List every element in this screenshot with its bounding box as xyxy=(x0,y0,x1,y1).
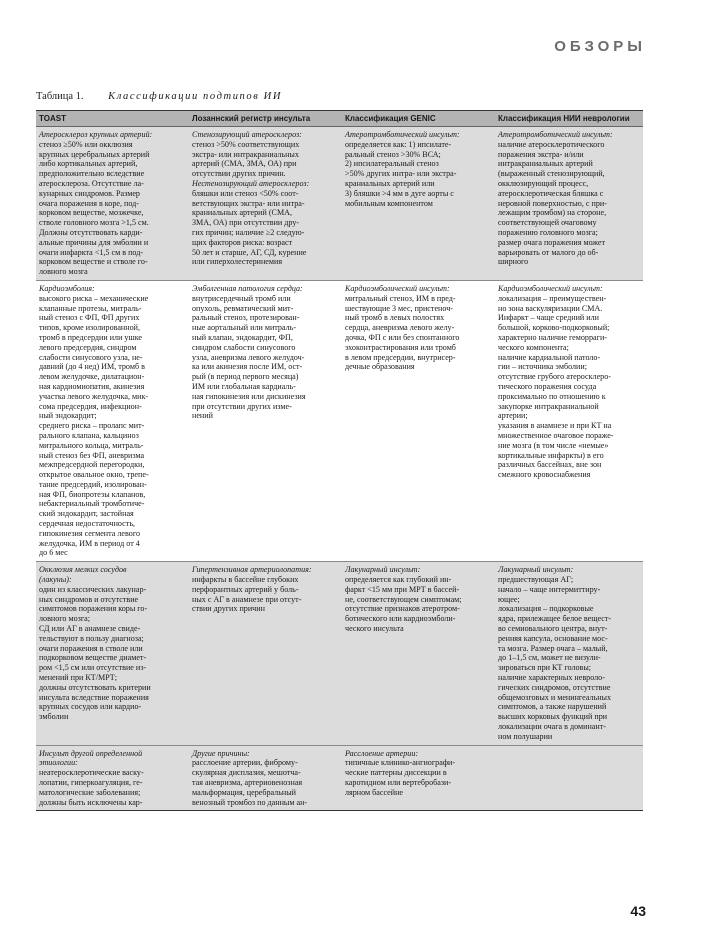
cell-text-line: характерно наличие геморраги- xyxy=(498,332,607,342)
cell-text-line: >50% других интра- или экстра- xyxy=(345,169,457,179)
cell-text-line: один из классических лакунар- xyxy=(39,584,147,594)
column-header-lausanne: Лозаннский регистр инсульта xyxy=(192,114,311,123)
cell-text-line: 2) ипсилатеральный стеноз xyxy=(345,159,439,169)
table-row xyxy=(36,561,643,744)
cell-text-line: та мозга. Размер очага – малый, xyxy=(498,643,608,653)
table-header-row xyxy=(36,111,643,127)
cell-text-line: ная ФП, биопротезы клапанов, xyxy=(39,489,146,499)
cell-heading: Нестенозирующий атеросклероз: xyxy=(192,178,310,188)
cell-text-line: предшествующая АГ; xyxy=(498,575,574,585)
cell-text-line: ном полушарии xyxy=(498,731,553,741)
table-caption xyxy=(36,91,282,102)
cell-text-line: проксимально по отношению к xyxy=(498,391,606,401)
cell-text-line: ная гипокинезия или дискинезия xyxy=(192,391,306,401)
cell-text-line: (выраженный стенозирующий, xyxy=(498,169,605,179)
cell-heading: Кардиоэмболия: xyxy=(39,283,95,293)
cell-heading: Атеросклероз крупных артерий: xyxy=(39,130,153,139)
cell-text-line: Должны отсутствовать карди- xyxy=(39,227,143,237)
cell-text-line: 3) бляшки >4 мм в дуге аорты с xyxy=(345,188,454,198)
cell-text-line: ющее; xyxy=(498,594,520,604)
cell-text-line: инсульта вследствие поражения xyxy=(39,692,149,702)
cell-text-line: наличие атеросклеротического xyxy=(498,139,605,149)
cell-text-line: ширного xyxy=(498,257,529,267)
column-header-genic: Классификация GENIC xyxy=(345,114,436,123)
cell-text-line: альные причины для эмболии и xyxy=(39,237,149,247)
cell-text-line: локализация – преимуществен- xyxy=(498,293,607,303)
cell-text-line: ный стеноз без ФП, аневризма xyxy=(39,450,145,460)
cell-text-line: тая аневризма, артериовенозная xyxy=(192,778,303,787)
cell-text-line: наличие характерных невроло- xyxy=(498,673,605,683)
cell-text-line: эхоконтрастирования или тромб xyxy=(345,342,456,352)
cell-text-line: каротидном или вертебробази- xyxy=(345,778,452,787)
table-cell-toast xyxy=(36,281,189,561)
cell-text-line: ральный стеноз >30% ВСА; xyxy=(345,149,441,159)
cell-text-line: зироваться при КТ головы; xyxy=(498,663,592,673)
cell-text-line: ловного мозга; xyxy=(39,614,91,624)
cell-heading: Другие причины: xyxy=(192,748,250,758)
cell-text-line: краниальных артерий или xyxy=(345,178,435,188)
cell-text-line: ный клапан, эндокардит, ФП, xyxy=(192,332,293,342)
cell-text-line: расслоение артерии, фиброму- xyxy=(192,758,298,768)
cell-text-line: артерии; xyxy=(498,411,528,421)
cell-text-line: до 6 мес xyxy=(39,548,68,558)
cell-text-line: ный тромб в левых полостях xyxy=(345,313,445,323)
cell-text-line: окклюзирующий процесс, xyxy=(498,178,589,188)
cell-text-line: отсутствии других причин. xyxy=(192,169,286,179)
cell-text-line: бляшки или стеноз <50% соот- xyxy=(192,188,299,198)
cell-text-line: небактериальный тромботиче- xyxy=(39,499,145,509)
cell-text-line: мальформация, церебральный xyxy=(192,787,296,797)
cell-text-line: ная кардиомиопатия, акинезия xyxy=(39,381,145,391)
cell-text-line: ветствующих экстра- или интра- xyxy=(192,198,305,208)
cell-text-line: поражения экстра- и/или xyxy=(498,149,584,159)
cell-text-line: Инфаркт – чаще средний или xyxy=(498,313,599,323)
cell-text-line: ка или акинезия после ИМ, ост- xyxy=(192,362,303,372)
cell-text-line: кортикальные инфаркты) в его xyxy=(498,450,604,460)
cell-text-line: стволе головного мозга >1,5 см. xyxy=(39,218,149,228)
table-cell-lausanne xyxy=(189,127,342,280)
cell-text-line: отсутствие признаков атеротром- xyxy=(345,604,460,614)
cell-text-line: наличие кардиальной патоло- xyxy=(498,352,601,362)
cell-text-line: либо кортикальных артерий, xyxy=(39,159,138,169)
cell-text-line: экстра- или интракраниальных xyxy=(192,149,299,159)
cell-text-line: ние мозга (в том числе «немые» xyxy=(498,440,609,450)
cell-heading: Лакунарный инсульт: xyxy=(498,565,574,575)
cell-heading: Атеротромботический инсульт: xyxy=(498,130,613,139)
cell-text-line: внутрисердечный тромб или xyxy=(192,293,291,303)
table-cell-neurology-institute xyxy=(495,562,643,744)
cell-text-line: рального клапана, кальциноз xyxy=(39,430,139,440)
cell-text-line: общемозговых и менингеальных xyxy=(498,692,612,702)
cell-text-line: опухоль, ревматический мит- xyxy=(192,303,294,313)
cell-text-line: стеноз ≥50% или окклюзия xyxy=(39,139,133,149)
cell-text-line: очаги поражения в стволе или xyxy=(39,643,143,653)
table-cell-genic xyxy=(342,562,495,744)
cell-text-line: артерий (СМА, ЗМА, ОА) при xyxy=(192,159,297,169)
cell-text-line: слабости синусового узла, не- xyxy=(39,352,143,362)
table-cell-genic xyxy=(342,281,495,561)
cell-text-line: 50 лет и старше, АГ, СД, курение xyxy=(192,247,307,257)
cell-text-line: шествующие 3 мес, пристеноч- xyxy=(345,303,453,313)
cell-text-line: давний (до 4 нед) ИМ, тромб в xyxy=(39,362,145,372)
cell-text-line: подкорковом веществе диамет- xyxy=(39,653,147,663)
cell-text-line: ральный стеноз, протезирован- xyxy=(192,313,300,323)
cell-text-line: определяется как: 1) ипсилате- xyxy=(345,139,452,149)
cell-text-line: среднего риска – пролапс мит- xyxy=(39,421,145,431)
cell-text-line: инфаркты в бассейне глубоких xyxy=(192,575,299,585)
table-cell-neurology-institute xyxy=(495,746,643,811)
cell-text-line: рый (в период первого месяца) xyxy=(192,372,299,382)
cell-text-line: большой, корково-подкорковый; xyxy=(498,323,610,333)
cell-text-line: ловного мозга xyxy=(39,267,88,277)
cell-text-line: определяется как глубокий ин- xyxy=(345,575,452,585)
cell-text-line: тание предсердий, изолирован- xyxy=(39,479,147,489)
cell-text-line: дечные образования xyxy=(345,362,415,372)
cell-text-line: варьировать от малого до об- xyxy=(498,247,599,257)
cell-text-line: матологические заболевания; xyxy=(39,787,141,797)
cell-text-line: лопатии, гиперкоагуляция, ге- xyxy=(39,778,143,787)
cell-text-line: дочка, ФП с или без спонтанного xyxy=(345,332,460,342)
table-cell-genic xyxy=(342,127,495,280)
table-row xyxy=(36,745,643,811)
table-row xyxy=(36,127,643,280)
table-row xyxy=(36,280,643,561)
cell-text-line: ных с АГ в анамнезе при отсут- xyxy=(192,594,302,604)
cell-text-line: не, соответствующем симптомам; xyxy=(345,594,462,604)
cell-heading: Стенозирующий атеросклероз: xyxy=(192,130,302,139)
cell-heading: Инсульт другой определенной xyxy=(39,748,143,758)
cell-text-line: левом желудочке, дилатацион- xyxy=(39,372,145,382)
column-header-neurology-institute: Классификация НИИ неврологии xyxy=(498,114,630,123)
table-caption-title: Классификации подтипов ИИ xyxy=(108,91,283,102)
cell-text-line: очага поражения в коре, под- xyxy=(39,198,139,208)
cell-text-line: ческого инсульта xyxy=(345,624,404,634)
table-body xyxy=(36,127,643,810)
table-cell-lausanne xyxy=(189,281,342,561)
cell-text-line: размер очага поражения может xyxy=(498,237,606,247)
cell-text-line: различных бассейнах, вне зон xyxy=(498,460,602,470)
cell-text-line: типов, кроме изолированной, xyxy=(39,323,140,333)
cell-text-line: тического поражения сосуда xyxy=(498,381,597,391)
cell-text-line: желудочка, ИМ в период от 4 xyxy=(39,538,140,548)
cell-heading: Лакунарный инсульт: xyxy=(345,565,421,575)
cell-text-line: ческого компонента; xyxy=(498,342,569,352)
cell-text-line: кунарных синдромов. Размер xyxy=(39,188,140,198)
cell-text-line: крупных сосудов или кардио- xyxy=(39,702,142,712)
cell-text-line: ядра, прилежащее белое вещест- xyxy=(498,614,612,624)
cell-text-line: должны быть исключены кар- xyxy=(39,797,143,807)
cell-text-line: множественное очаговое пораже- xyxy=(498,430,614,440)
column-header-toast: TOAST xyxy=(39,114,66,123)
cell-text-line: соответствующей очаговому xyxy=(498,218,597,228)
section-header: ОБЗОРЫ xyxy=(554,38,646,55)
cell-text-line: корковом веществе и стволе го- xyxy=(39,257,148,267)
cell-text-line: или гиперхолестеринемия xyxy=(192,257,283,267)
cell-text-line: СД или АГ в анамнезе свиде- xyxy=(39,624,141,634)
cell-text-line: узла, аневризма левого желудоч- xyxy=(192,352,305,362)
cell-text-line: ром <1,5 см или отсутствие из- xyxy=(39,663,147,673)
cell-text-line: щих факторов риска: возраст xyxy=(192,237,293,247)
cell-text-line: во семиовального центра, внут- xyxy=(498,624,608,634)
table-caption-label: Таблица 1. xyxy=(36,91,84,102)
cell-text-line: скулярная дисплазия, мешотча- xyxy=(192,768,301,778)
cell-text-line: ный стеноз с ФП, ФП других xyxy=(39,313,140,323)
cell-text-line: должны отсутствовать критерии xyxy=(39,682,151,692)
cell-text-line: лежащим тромбом) на стороне, xyxy=(498,208,607,218)
cell-heading: Гипертензивная артериолопатия: xyxy=(192,565,312,575)
cell-text-line: стеноз >50% соответствующих xyxy=(192,139,300,149)
table-cell-lausanne xyxy=(189,562,342,744)
cell-text-line: ИМ или глобальная кардиаль- xyxy=(192,381,296,391)
cell-text-line: межпредсердной перегородки, xyxy=(39,460,145,470)
cell-text-line: в левом предсердии, внутрисер- xyxy=(345,352,456,362)
cell-text-line: ные аортальный или митраль- xyxy=(192,323,297,333)
cell-text-line: гипокинезия сегмента левого xyxy=(39,528,140,538)
cell-text-line: закупорке интракраниальной xyxy=(498,401,599,411)
cell-text-line: крупных церебральных артерий xyxy=(39,149,150,159)
cell-heading: Окклюзия мелких сосудов xyxy=(39,565,127,575)
cell-text-line: локализация – подкорковые xyxy=(498,604,594,614)
cell-text-line: сома предсердия, инфекцион- xyxy=(39,401,142,411)
cell-text-line: ский эндокардит, застойная xyxy=(39,509,134,519)
cell-text-line: ботического или кардиоэмболи- xyxy=(345,614,456,624)
cell-text-line: поражению головного мозга; xyxy=(498,227,598,237)
cell-heading: Расслоение артерии: xyxy=(345,748,419,758)
cell-text-line: мобильным компонентом xyxy=(345,198,433,208)
cell-text-line: высших корковых функций при xyxy=(498,712,608,722)
cell-heading: Кардиоэмболический инсульт: xyxy=(345,283,450,293)
cell-text-line: открытое овальное окно, трепе- xyxy=(39,470,149,480)
cell-text-line: но зона васкуляризации СМА. xyxy=(498,303,603,313)
cell-text-line: начало – чаще интермиттиру- xyxy=(498,584,601,594)
cell-text-line: при отсутствии других изме- xyxy=(192,401,292,411)
cell-text-line: ных синдромов и отсутствие xyxy=(39,594,139,604)
cell-text-line: эмболии xyxy=(39,712,69,722)
table-cell-genic xyxy=(342,746,495,811)
cell-text-line: симптомов поражения коры го- xyxy=(39,604,148,614)
cell-text-line: митральный стеноз, ИМ в пред- xyxy=(345,293,456,303)
cell-text-line: смежного кровоснабжения xyxy=(498,470,591,480)
cell-heading: Эмболгенная патология сердца: xyxy=(192,283,303,293)
cell-text-line: атеросклеротическая бляшка с xyxy=(498,188,604,198)
cell-heading: этиологии: xyxy=(39,758,78,768)
cell-text-line: ЗМА, ОА) при отсутствии дру- xyxy=(192,218,300,228)
cell-text-line: лярном бассейне xyxy=(345,787,404,797)
table-cell-toast xyxy=(36,746,189,811)
cell-text-line: неровной поверхностью, с при- xyxy=(498,198,607,208)
cell-text-line: нений xyxy=(192,411,213,421)
cell-heading: Кардиоэмболический инсульт: xyxy=(498,283,603,293)
cell-text-line: краниальных артерий (СМА, xyxy=(192,208,293,218)
table-cell-neurology-institute xyxy=(495,281,643,561)
cell-text-line: сердечная недостаточность, xyxy=(39,519,136,529)
cell-text-line: левого предсердия, синдром xyxy=(39,342,137,352)
cell-text-line: сердца, аневризма левого желу- xyxy=(345,323,455,333)
cell-text-line: гии – источника эмболии; xyxy=(498,362,587,372)
cell-text-line: локализации очага в доминант- xyxy=(498,722,606,732)
cell-text-line: тельствуют в пользу диагноза; xyxy=(39,633,144,643)
cell-text-line: до 1–1,5 см, может не визули- xyxy=(498,653,601,663)
cell-text-line: тромб в предсердии или ушке xyxy=(39,332,143,342)
page-number: 43 xyxy=(630,903,646,919)
cell-text-line: неатеросклеротические васку- xyxy=(39,768,144,778)
cell-text-line: типичные клинико-ангиографи- xyxy=(345,758,456,768)
cell-text-line: менений при КТ/МРТ; xyxy=(39,673,117,683)
cell-text-line: клапанные протезы, митраль- xyxy=(39,303,142,313)
cell-text-line: ческие паттерны диссекции в xyxy=(345,768,447,778)
cell-text-line: ренняя капсула, основание мос- xyxy=(498,633,608,643)
classification-table xyxy=(36,110,643,811)
cell-text-line: отсутствие грубого атеросклеро- xyxy=(498,372,611,382)
table-cell-toast xyxy=(36,127,189,280)
cell-text-line: ствии других причин xyxy=(192,604,265,614)
cell-text-line: указания в анамнезе и при КТ на xyxy=(498,421,612,431)
table-cell-lausanne xyxy=(189,746,342,811)
cell-text-line: корковом веществе, мозжечке, xyxy=(39,208,144,218)
cell-text-line: синдром слабости синусового xyxy=(192,342,296,352)
table-cell-toast xyxy=(36,562,189,744)
cell-text-line: участка левого желудочка, мик- xyxy=(39,391,149,401)
cell-text-line: предположительно вследствие xyxy=(39,169,145,179)
cell-text-line: перфорантных артерий у боль- xyxy=(192,584,299,594)
cell-text-line: митрального кольца, митраль- xyxy=(39,440,144,450)
cell-heading: (лакуны): xyxy=(39,575,72,585)
cell-text-line: очаги инфаркта <1,5 см в под- xyxy=(39,247,144,257)
cell-text-line: атеросклероза. Отсутствие ла- xyxy=(39,178,144,188)
cell-text-line: фаркт <15 мм при МРТ в бассей- xyxy=(345,584,460,594)
table-cell-neurology-institute xyxy=(495,127,643,280)
cell-text-line: симптомов, а также нарушений xyxy=(498,702,607,712)
cell-heading: Атеротромботический инсульт: xyxy=(345,130,460,139)
cell-text-line: гических синдромов, отсутствие xyxy=(498,682,611,692)
cell-text-line: гих причин; наличие ≥2 следую- xyxy=(192,227,305,237)
cell-text-line: ный эндокардит; xyxy=(39,411,97,421)
cell-text-line: высокого риска – механические xyxy=(39,293,149,303)
cell-text-line: интракраниальных артерий xyxy=(498,159,593,169)
cell-text-line: венозный тромбоз по данным ан- xyxy=(192,797,308,807)
